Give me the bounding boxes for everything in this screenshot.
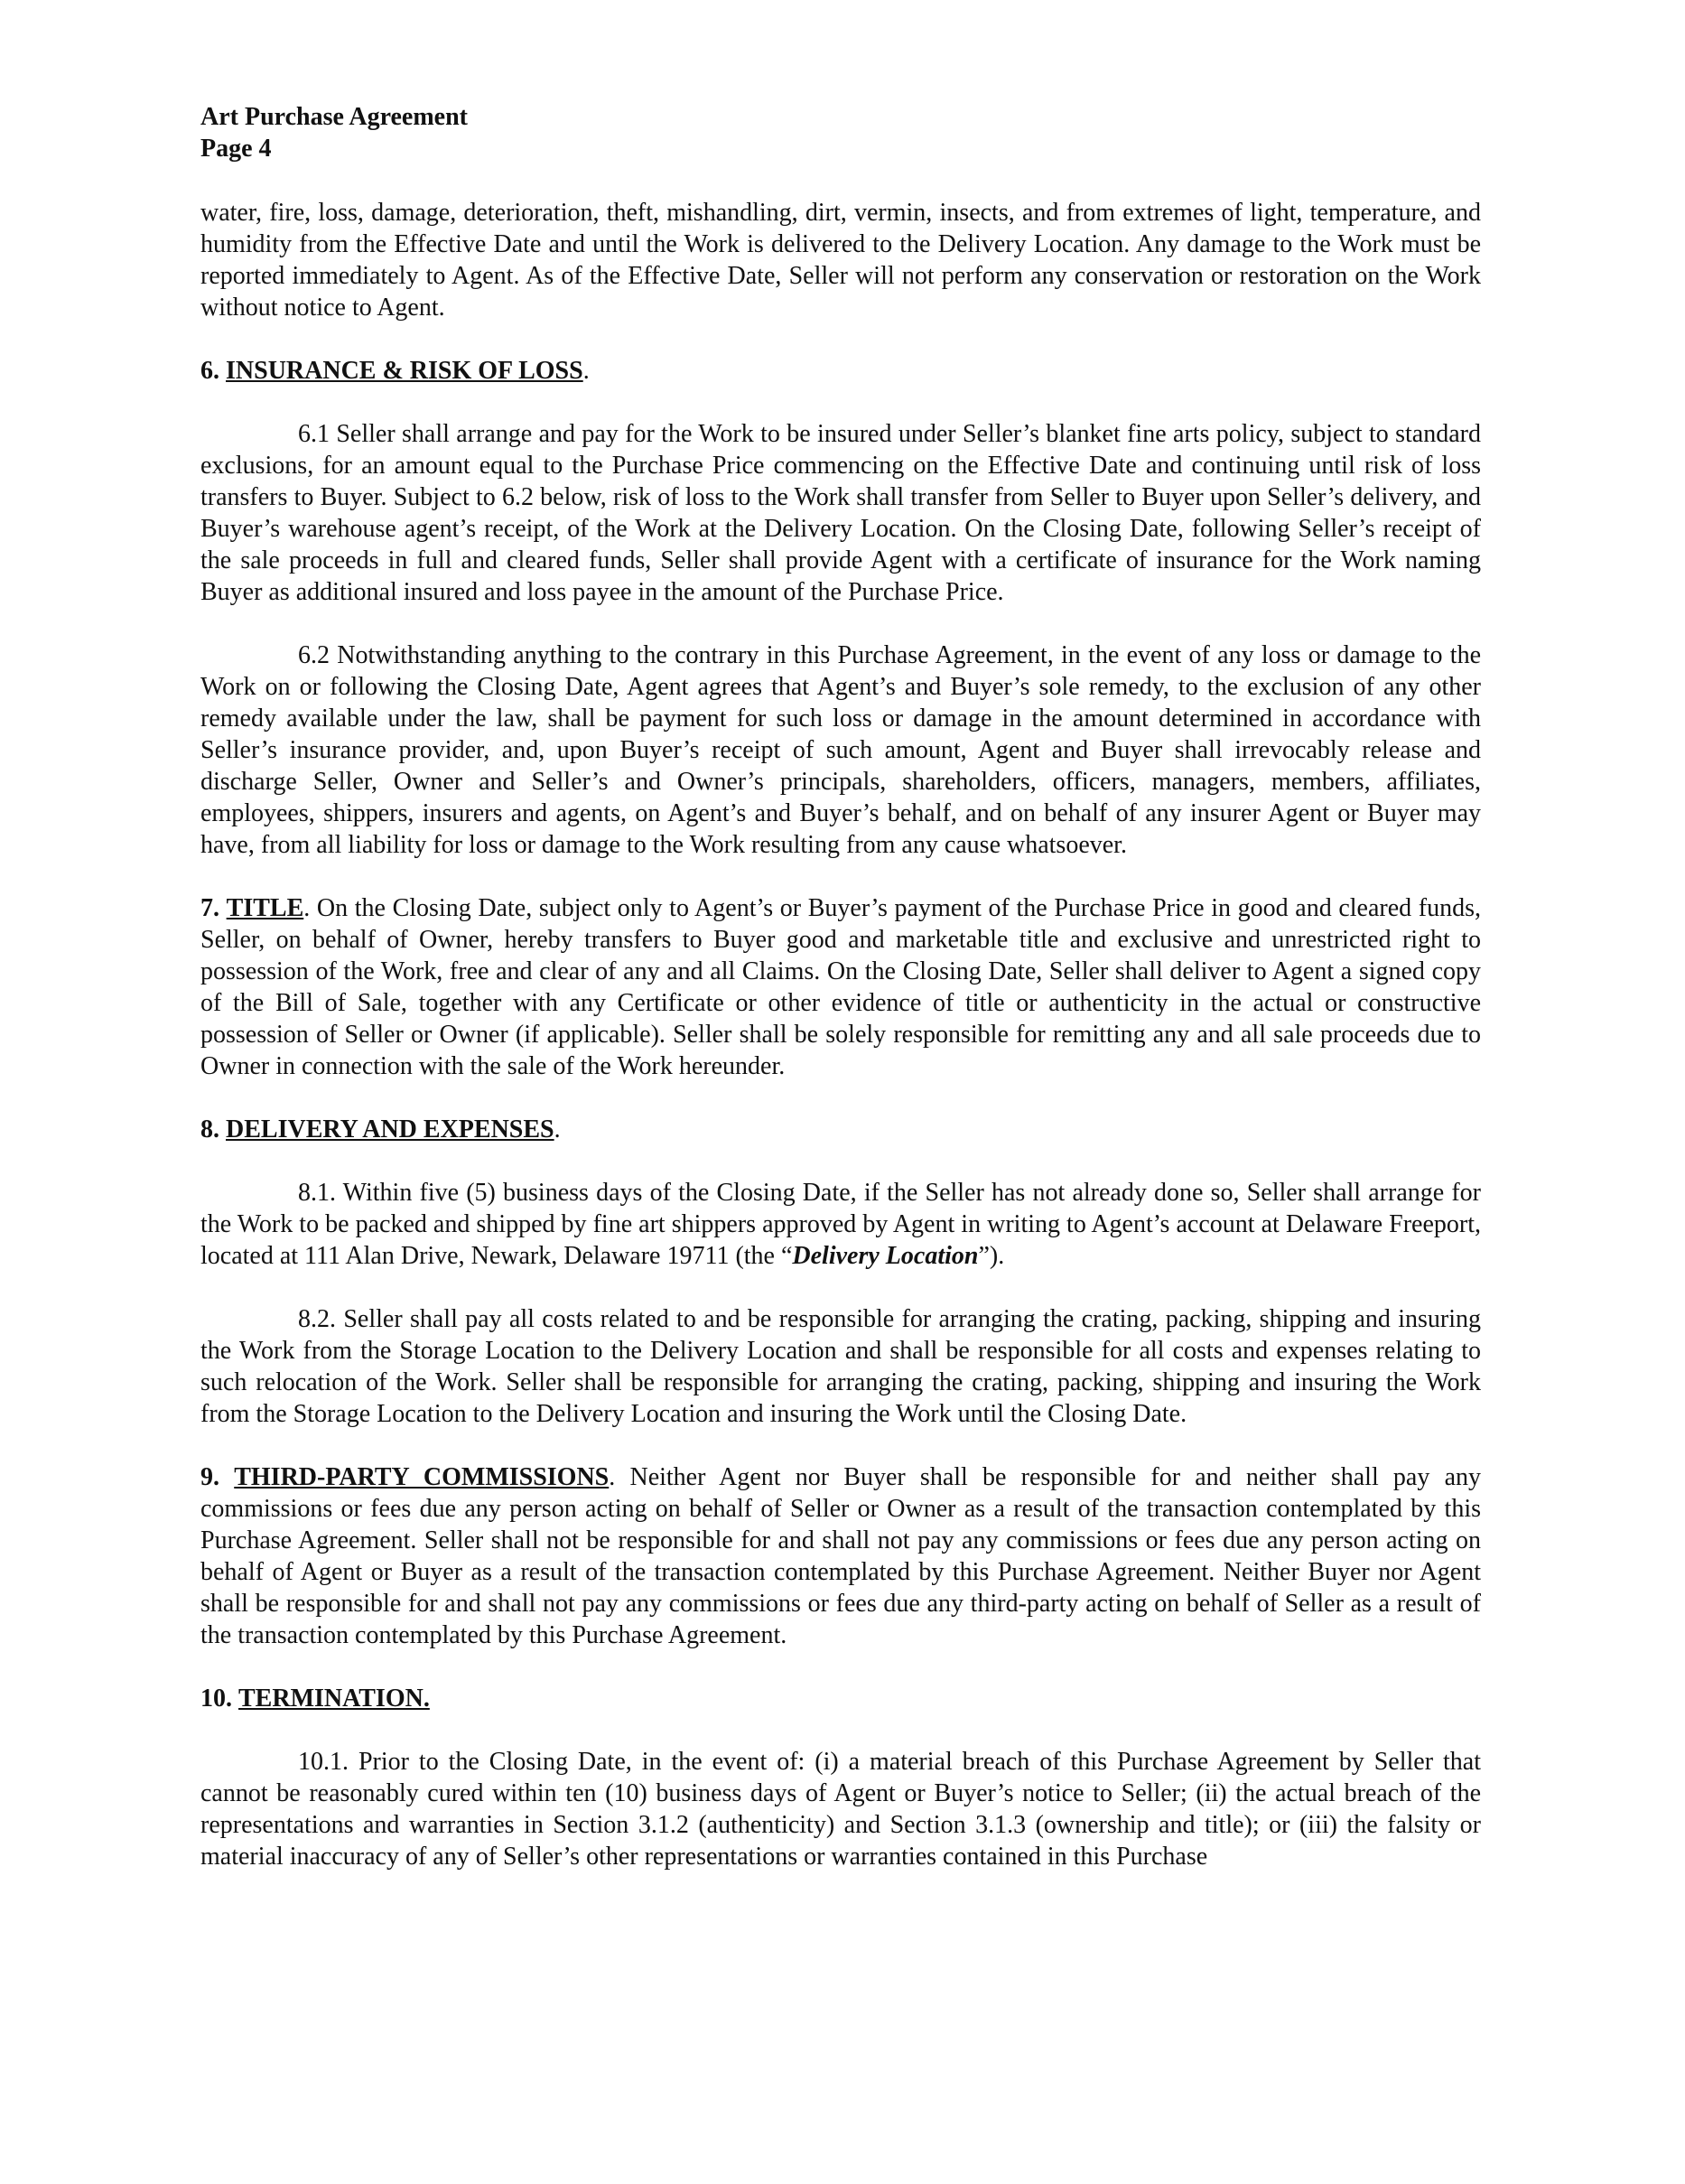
section-8-1-closing: ”). (978, 1242, 1005, 1270)
section-6-title: INSURANCE & RISK OF LOSS (226, 357, 583, 385)
document-page (200, 101, 1481, 1872)
section-10-1-paragraph: 10.1. Prior to the Closing Date, in the event of: (i) a material breach of this Purchase Agreement by Seller that cannot be reasonably cured within ten (10) business days of Agent or Buyer’s notice to Seller; (ii) the actual breach of the representations and warranties in Section 3.1.2 (authenticity) and Section 3.1.3 (ownership and title); or (iii) the falsity or material inaccuracy of any of Seller’s other representations or warranties contained in this Purchase (200, 1748, 1481, 1871)
section-8-number: 8. (200, 1115, 219, 1143)
section-8-1-paragraph (200, 1177, 1481, 1272)
section-6-number: 6. (200, 357, 219, 385)
section-8-title-period: . (554, 1115, 561, 1143)
section-6-heading (200, 355, 1481, 387)
page-number: Page 4 (200, 135, 272, 163)
section-10-heading (200, 1683, 1481, 1714)
section-10-title: TERMINATION. (238, 1685, 430, 1713)
section-9-text: . Neither Agent nor Buyer shall be responsible for and neither shall pay any commissions or fees due any person acting on behalf of Seller or Owner as a result of the transaction contemplated by this Purchase Agreement. Seller shall not be responsible for and shall not pay any commissions or fees due any person acting on behalf of Agent or Buyer as a result of the transaction contemplated by this Purchase Agreement. Neither Buyer nor Agent shall be responsible for and shall not pay any commissions or fees due any third-party acting on behalf of Seller as a result of the transaction contemplated by this Purchase Agreement. (200, 1463, 1482, 1649)
section-7-text: . On the Closing Date, subject only to Agent’s or Buyer’s payment of the Purchase Price in good and cleared funds, Seller, on behalf of Owner, hereby transfers to Buyer good and marketable title and exclusive and unrestricted right to possession of the Work, free and clear of any and all Claims. On the Closing Date, Seller shall deliver to Agent a signed copy of the Bill of Sale, together with any Certificate or other evidence of title or authenticity in the actual or constructive possession of Seller or Owner (if applicable). Seller shall be solely responsible for remitting any and all sale proceeds due to Owner in connection with the sale of the Work hereunder. (200, 894, 1482, 1080)
section-6-title-period: . (582, 357, 590, 385)
section-10-number: 10. (200, 1685, 232, 1713)
section-7-number: 7. (200, 894, 219, 922)
section-9-title: THIRD-PARTY COMMISSIONS (234, 1463, 610, 1491)
section-6-2-paragraph: 6.2 Notwithstanding anything to the contrary in this Purchase Agreement, in the event of any loss or damage to the Work on or following the Closing Date, Agent agrees that Agent’s and Buyer’s sole remedy, to the exclusion of any other remedy available under the law, shall be payment for such loss or damage in the amount determined in accordance with Seller’s insurance provider, and, upon Buyer’s receipt of such amount, Agent and Buyer shall irrevocably release and discharge Seller, Owner and Seller’s and Owner’s principals, shareholders, officers, managers, members, affiliates, employees, shippers, insurers and agents, on Agent’s and Buyer’s behalf, and on behalf of any insurer Agent or Buyer may have, from all liability for loss or damage to the Work resulting from any cause whatsoever. (200, 641, 1481, 859)
section-7-title: TITLE (226, 894, 304, 922)
section-8-title: DELIVERY AND EXPENSES (226, 1115, 554, 1143)
delivery-location-term: Delivery Location (792, 1242, 979, 1270)
intro-paragraph: water, fire, loss, damage, deterioration, theft, mishandling, dirt, vermin, insects, and from extremes of light, temperature, and humidity from the Effective Date and until the Work is delivered to the Delivery Location. Any damage to the Work must be reported immediately to Agent. As of the Effective Date, Seller will not perform any conservation or restoration on the Work without notice to Agent. (200, 199, 1481, 322)
document-title: Art Purchase Agreement (200, 103, 468, 131)
section-9-number: 9. (200, 1463, 219, 1491)
section-8-2-paragraph: 8.2. Seller shall pay all costs related to and be responsible for arranging the crating, packing, shipping and insuring the Work from the Storage Location to the Delivery Location and shall be responsible for all costs and expenses relating to such relocation of the Work. Seller shall be responsible for arranging the crating, packing, shipping and insuring the Work from the Storage Location to the Delivery Location and insuring the Work until the Closing Date. (200, 1305, 1481, 1428)
section-9-paragraph (200, 1461, 1481, 1651)
section-6-1-paragraph: 6.1 Seller shall arrange and pay for the Work to be insured under Seller’s blanket fine arts policy, subject to standard exclusions, for an amount equal to the Purchase Price commencing on the Effective Date and continuing until risk of loss transfers to Buyer. Subject to 6.2 below, risk of loss to the Work shall transfer from Seller to Buyer upon Seller’s delivery, and Buyer’s warehouse agent’s receipt, of the Work at the Delivery Location. On the Closing Date, following Seller’s receipt of the sale proceeds in full and cleared funds, Seller shall provide Agent with a certificate of insurance for the Work naming Buyer as additional insured and loss payee in the amount of the Purchase Price. (200, 420, 1481, 606)
page-header (200, 101, 1481, 164)
section-7-paragraph (200, 892, 1481, 1082)
section-8-heading (200, 1114, 1481, 1145)
section-8-1-text: 8.1. Within five (5) business days of the Closing Date, if the Seller has not already done so, Seller shall arrange for the Work to be packed and shipped by fine art shippers approved by Agent in writing to Agent’s account at Delaware Freeport, located at 111 Alan Drive, Newark, Delaware 19711 (the “ (200, 1179, 1481, 1270)
